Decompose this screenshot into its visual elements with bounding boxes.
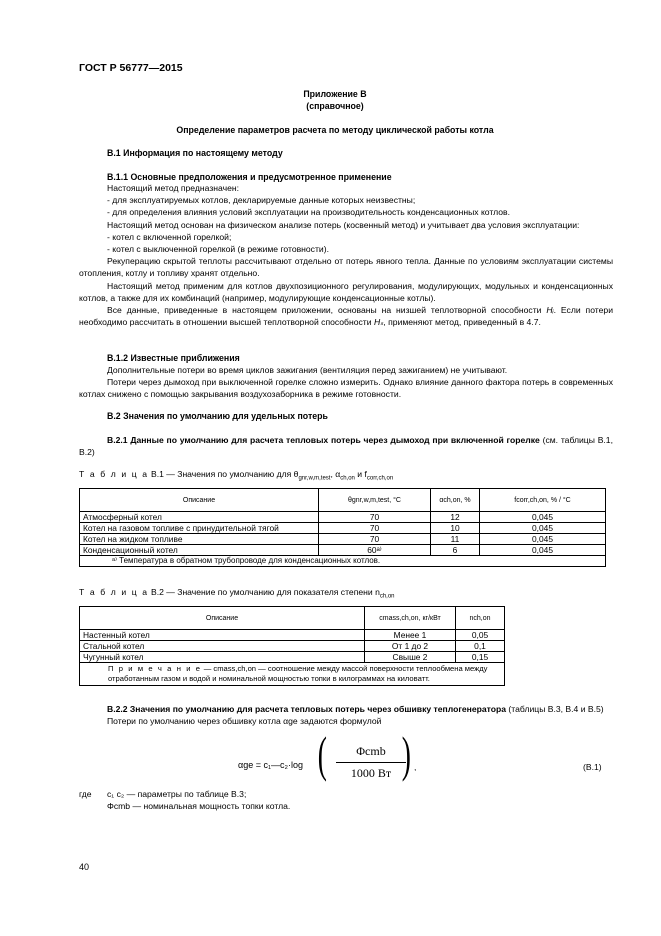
table1 [79, 488, 606, 567]
table-cell: Стальной котел [80, 641, 365, 652]
table-footnote: ᵃ⁾ Температура в обратном трубопроводе для конденсационных котлов. [80, 556, 606, 567]
section-b11-body [79, 182, 613, 328]
column-header: cmass,ch,on, кг/кВт [365, 607, 456, 630]
list-item: - для эксплуатируемых котлов, декларируемые данные которых неизвестны; [107, 195, 416, 206]
list-item: - котел с выключенной горелкой (в режиме готовности). [107, 244, 329, 255]
table-note: П р и м е ч а н и е — cmass,ch,on — соотношение между массой поверхности теплообмена между отработанным газом и водой и номинальной мощностью топки в килограммах на киловатт. [80, 663, 505, 686]
paragraph: Все данные, приведенные в настоящем приложении, основаны на низшей теплотворной способности Hᵢ. Если потери необходимо рассчитать в отношении высшей теплотворной способности Hₛ, применяют метод, приведенный в 4.7. [79, 305, 613, 328]
table-cell: 10 [431, 523, 480, 534]
formula-fraction [336, 744, 406, 781]
column-header: nch,on [456, 607, 505, 630]
list-item: - котел с включенной горелкой; [107, 231, 232, 242]
section-b12-heading: В.1.2 Известные приближения [107, 353, 240, 363]
formula-paren-close: ) [401, 726, 411, 782]
table-cell: Котел на газовом топливе с принудительной тягой [80, 523, 319, 534]
paragraph: Настоящий метод предназначен: [107, 183, 239, 193]
list-item: - для определения влияния условий эксплуатации на производительность конденсационных котлов. [107, 207, 510, 218]
table-header-row [80, 607, 505, 630]
section-b22: В.2.2 Значения по умолчанию для расчета тепловых потерь через обшивку теплогенератора (таблицы В.3, В.4 и В.5) Потери по умолчанию через обшивку котла αge задаются формулой [79, 703, 613, 727]
document-header: ГОСТ Р 56777—2015 [79, 62, 183, 74]
table-cell: 70 [319, 512, 431, 523]
table-cell: Менее 1 [365, 630, 456, 641]
table-cell: Котел на жидком топливе [80, 534, 319, 545]
table-footnote-row [80, 556, 606, 567]
where-item: c₁ c₂ — параметры по таблице В.3; [107, 789, 247, 799]
table-cell: 0,05 [456, 630, 505, 641]
paragraph: Дополнительные потери во время циклов зажигания (вентиляция перед зажиганием) не учитывают. [107, 365, 508, 375]
where-item: Φcmb — номинальная мощность топки котла. [107, 801, 291, 811]
table-cell: 0,045 [480, 545, 606, 556]
table-cell: 0,15 [456, 652, 505, 663]
table-row [80, 534, 606, 545]
column-header: fcorr,ch,on, % / °C [480, 489, 606, 512]
table-cell: 70 [319, 523, 431, 534]
paragraph: Настоящий метод применим для котлов двухпозиционного регулирования, модулирующих, модульных и конденсационных котлов, а также для их комбинаций (например, модулирующие конденсационные котлы). [79, 280, 613, 303]
table-cell: 12 [431, 512, 480, 523]
table-cell: 6 [431, 545, 480, 556]
table-cell: Атмосферный котел [80, 512, 319, 523]
section-b21-heading: В.2.1 Данные по умолчанию для расчета тепловых потерь через дымоход при включенной горелке (см. таблицы В.1, В.2) [79, 435, 613, 458]
paragraph: Потери через дымоход при выключенной горелке сложно измерить. Однако влияние данного фактора потерь в современных котлах снижено с помощью закрывания воздухозаборника в режиме готовности. [79, 377, 613, 400]
table-cell: 11 [431, 534, 480, 545]
section-b11-heading: В.1.1 Основные предположения и предусмотренное применение [107, 172, 392, 182]
where-label: где [79, 789, 92, 799]
formula-comma: , [414, 762, 417, 772]
page-number: 40 [79, 862, 90, 872]
column-header: Описание [80, 607, 365, 630]
table-cell: Чугунный котел [80, 652, 365, 663]
formula-numerator: Φcmb [336, 744, 406, 763]
column-header: Описание [80, 489, 319, 512]
table2 [79, 606, 505, 686]
table-cell: Свыше 2 [365, 652, 456, 663]
table-row [80, 641, 505, 652]
table-cell: От 1 до 2 [365, 641, 456, 652]
table-header-row [80, 489, 606, 512]
table-cell: 0,045 [480, 512, 606, 523]
table-row [80, 523, 606, 534]
formula-b1 [238, 726, 418, 798]
table-cell: Конденсационный котел [80, 545, 319, 556]
appendix-subtitle: (справочное) [306, 101, 364, 111]
appendix-title: Приложение В [303, 89, 367, 99]
main-title: Определение параметров расчета по методу циклической работы котла [176, 125, 494, 135]
section-b12-body [79, 364, 613, 401]
section-b2-heading: В.2 Значения по умолчанию для удельных потерь [107, 411, 328, 421]
paragraph: Рекуперацию скрытой теплоты рассчитывают отдельно от потерь явного тепла. Данные по условиям эксплуатации системы отопления, котлу и топливу хранят отдельно. [79, 256, 613, 279]
table1-caption: Т а б л и ц а В.1 — Значения по умолчанию для $\theta_{gnr,w,m,test}$, $\alpha_{ch,on}$ и $f_{corr,ch,on}$ [79, 469, 394, 482]
table-cell: 0,045 [480, 523, 606, 534]
table-row [80, 630, 505, 641]
column-header: αch,on, % [431, 489, 480, 512]
table-cell: Настенный котел [80, 630, 365, 641]
section-b1-heading: В.1 Информация по настоящему методу [107, 148, 283, 158]
table-row [80, 545, 606, 556]
formula-denominator: 1000 Вт [350, 766, 392, 780]
formula-number: (В.1) [583, 762, 602, 772]
paragraph: Настоящий метод основан на физическом анализе потерь (косвенный метод) и учитывает два условия эксплуатации: [107, 219, 580, 230]
table-cell: 0,045 [480, 534, 606, 545]
table-cell: 0,1 [456, 641, 505, 652]
table-cell: 70 [319, 534, 431, 545]
formula-left: αge = c₁—c₂·log [238, 760, 304, 770]
table-row [80, 652, 505, 663]
column-header: θgnr,w,m,test, °C [319, 489, 431, 512]
table-row [80, 512, 606, 523]
table-note-row [80, 663, 505, 686]
table-cell: 60ᵃ⁾ [319, 545, 431, 556]
paragraph: Потери по умолчанию через обшивку котла αge задаются формулой [107, 716, 382, 727]
formula-paren-open: ( [317, 726, 327, 782]
table2-caption: Т а б л и ц а В.2 — Значение по умолчанию для показателя степени $n_{ch,on}$ [79, 587, 395, 600]
